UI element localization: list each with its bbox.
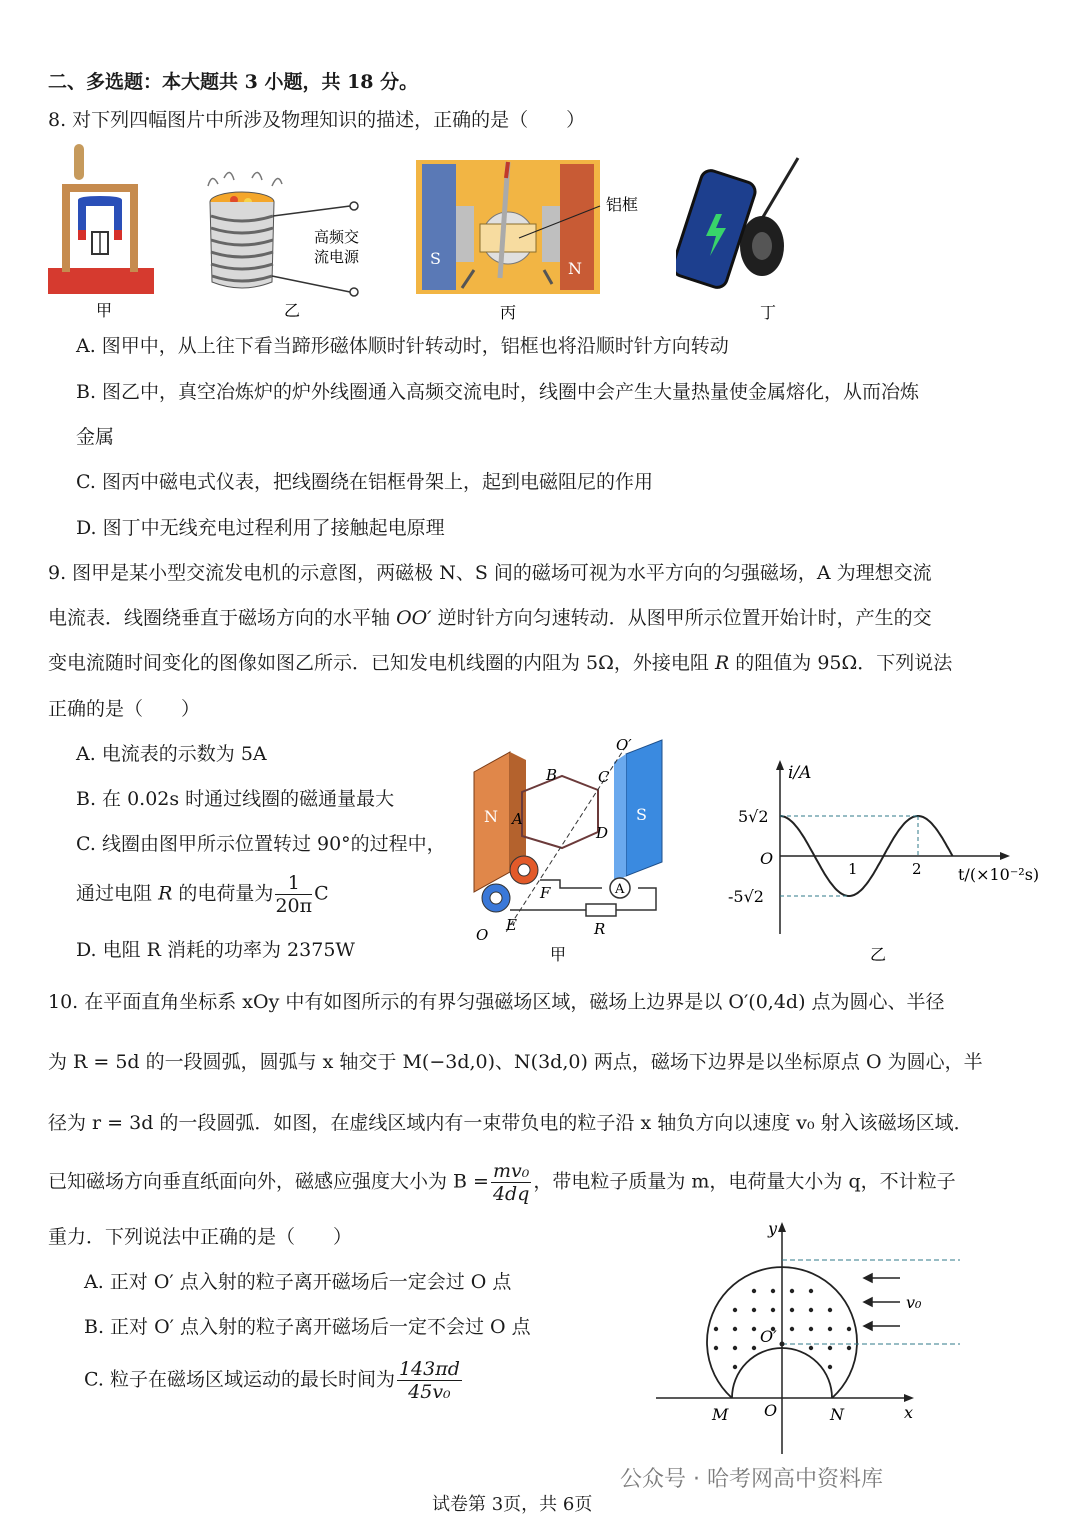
svg-text:S: S bbox=[636, 805, 647, 824]
q8-option-b: B. 图乙中，真空冶炼炉的炉外线圈通入高频交流电时，线圈中会产生大量热量使金属熔化，从而冶炼 bbox=[76, 381, 920, 403]
tick-1: 1 bbox=[848, 860, 858, 878]
label-aluminum-frame: 铝框 bbox=[606, 195, 639, 214]
field-dot bbox=[790, 1327, 794, 1331]
q8-figure-jia bbox=[44, 140, 160, 320]
q9-option-d: D. 电阻 R 消耗的功率为 2375W bbox=[76, 939, 355, 961]
svg-text:x: x bbox=[904, 1403, 914, 1422]
q10-option-c: C. 粒子在磁场区域运动的最长时间为 $\frac{143\pi d}{\text{45v₀}}$ bbox=[84, 1358, 460, 1403]
q8-option-b-cont: 金属 bbox=[76, 426, 115, 448]
label-ymin: -5√2 bbox=[728, 887, 764, 906]
q9-stem-3: 变电流随时间变化的图像如图乙所示．已知发电机线圈的内阻为 5Ω，外接电阻 R 的阻值为 95Ω．下列说法 bbox=[48, 652, 953, 674]
q9-stem-4: 正确的是（ ） bbox=[48, 698, 201, 720]
svg-text:M: M bbox=[712, 1405, 729, 1424]
q8-option-d: D. 图丁中无线充电过程利用了接触起电原理 bbox=[76, 517, 445, 539]
q10-option-a: A. 正对 O′ 点入射的粒子离开磁场后一定会过 O 点 bbox=[84, 1271, 512, 1293]
field-dot bbox=[847, 1346, 851, 1350]
field-dot bbox=[733, 1346, 737, 1350]
q9-stem-1: 9. 图甲是某小型交流发电机的示意图，两磁极 N、S 间的磁场可视为水平方向的匀强磁场，A 为理想交流 bbox=[48, 562, 932, 584]
q8-figure-yi bbox=[194, 166, 374, 322]
svg-text:D: D bbox=[596, 824, 609, 842]
q8-hf-label2: 流电源 bbox=[314, 248, 360, 266]
q8-label-bing: 丙 bbox=[500, 303, 517, 322]
q10-stem-4: 已知磁场方向垂直纸面向外，磁感应强度大小为 B = $\frac{\text{mv₀}}{4dq}$ ，带电粒子质量为 m，电荷量大小为 q，不计粒子 bbox=[48, 1160, 956, 1205]
q9-option-b: B. 在 0.02s 时通过线圈的磁通量最大 bbox=[76, 788, 395, 810]
q10-stem-5: 重力．下列说法中正确的是（ ） bbox=[48, 1226, 353, 1248]
q10-option-b: B. 正对 O′ 点入射的粒子离开磁场后一定不会过 O 点 bbox=[84, 1316, 531, 1338]
field-dot bbox=[790, 1308, 794, 1312]
q8-stem: 8. 对下列四幅图片中所涉及物理知识的描述，正确的是（ ） bbox=[48, 109, 586, 131]
field-dot bbox=[828, 1327, 832, 1331]
magnet-s bbox=[422, 164, 456, 290]
svg-text:y: y bbox=[768, 1219, 778, 1238]
field-dot bbox=[714, 1346, 718, 1350]
svg-text:O′: O′ bbox=[616, 736, 632, 754]
svg-text:E: E bbox=[506, 916, 517, 934]
field-dot bbox=[752, 1289, 756, 1293]
velocity-arrows bbox=[864, 1274, 900, 1330]
field-dot bbox=[752, 1346, 756, 1350]
field-dot bbox=[771, 1308, 775, 1312]
q10-stem-1: 10. 在平面直角坐标系 xOy 中有如图所示的有界匀强磁场区域，磁场上边界是以 O′(0,4d) 点为圆心、半径 bbox=[48, 991, 945, 1013]
q8-label-jia: 甲 bbox=[96, 301, 113, 320]
q9-option-c: C. 线圈由图甲所示位置转过 90°的过程中， bbox=[76, 833, 446, 855]
label-n: N bbox=[568, 259, 582, 278]
q9-figure-graph bbox=[724, 756, 1054, 968]
field-dot bbox=[752, 1327, 756, 1331]
q8-hf-label1: 高频交 bbox=[314, 228, 360, 246]
field-dot bbox=[733, 1365, 737, 1369]
section-title: 二、多选题：本大题共 3 小题，共 18 分。 bbox=[48, 71, 419, 93]
resistor bbox=[586, 904, 616, 916]
q8-label-yi: 乙 bbox=[284, 301, 301, 320]
handle bbox=[74, 144, 84, 180]
svg-text:O: O bbox=[476, 926, 489, 944]
q9-stem-2: 电流表．线圈绕垂直于磁场方向的水平轴 OO′ 逆时针方向匀速转动．从图甲所示位置开始计时，产生的交 bbox=[48, 607, 932, 629]
field-dot bbox=[809, 1346, 813, 1350]
label-s: S bbox=[430, 249, 441, 268]
svg-text:O: O bbox=[760, 849, 774, 868]
field-dot bbox=[809, 1308, 813, 1312]
field-dot bbox=[733, 1327, 737, 1331]
q9-label-yi: 乙 bbox=[870, 945, 887, 964]
tick-2: 2 bbox=[912, 860, 922, 878]
q8-option-a: A. 图甲中，从上往下看当蹄形磁体顺时针转动时，铝框也将沿顺时针方向转动 bbox=[76, 335, 729, 357]
field-dot bbox=[771, 1289, 775, 1293]
field-dot bbox=[790, 1289, 794, 1293]
watermark: 公众号 · 哈考网高中资料库 bbox=[620, 1467, 883, 1492]
q9-option-a: A. 电流表的示数为 5A bbox=[76, 743, 267, 765]
field-dot bbox=[752, 1308, 756, 1312]
q9-label-jia: 甲 bbox=[550, 945, 567, 964]
svg-text:A: A bbox=[512, 810, 523, 828]
svg-text:N: N bbox=[830, 1405, 844, 1424]
field-dot bbox=[809, 1289, 813, 1293]
q8-option-c: C. 图丙中磁电式仪表，把线圈绕在铝框骨架上，起到电磁阻尼的作用 bbox=[76, 471, 653, 493]
svg-text:O′: O′ bbox=[760, 1327, 777, 1346]
q9-figure-generator bbox=[466, 732, 666, 964]
field-dot bbox=[714, 1327, 718, 1331]
page-footer: 试卷第 3页，共 6页 bbox=[432, 1494, 593, 1515]
q8-label-ding: 丁 bbox=[760, 303, 777, 322]
field-dot bbox=[733, 1308, 737, 1312]
x-axis-label: t/(×10⁻²s) bbox=[958, 865, 1040, 884]
label-ymax: 5√2 bbox=[738, 807, 769, 826]
field-dot bbox=[828, 1308, 832, 1312]
field-dot bbox=[809, 1327, 813, 1331]
svg-text:R: R bbox=[594, 920, 606, 938]
field-dot bbox=[828, 1365, 832, 1369]
svg-text:B: B bbox=[546, 766, 558, 784]
q8-figure-ding bbox=[676, 152, 816, 324]
q10-stem-2: 为 R = 5d 的一段圆弧，圆弧与 x 轴交于 M(−3d,0)、N(3d,0) 两点，磁场下边界是以坐标原点 O 为圆心，半 bbox=[48, 1051, 983, 1073]
svg-text:N: N bbox=[484, 807, 498, 826]
svg-text:F: F bbox=[540, 884, 551, 902]
q10-stem-3: 径为 r = 3d 的一段圆弧．如图，在虚线区域内有一束带负电的粒子沿 x 轴负方向以速度 v₀ 射入该磁场区域． bbox=[48, 1112, 973, 1134]
svg-text:C: C bbox=[598, 768, 610, 786]
svg-text:A: A bbox=[615, 882, 625, 897]
svg-text:i/A: i/A bbox=[788, 763, 812, 783]
svg-text:v₀: v₀ bbox=[906, 1293, 922, 1312]
q10-figure bbox=[650, 1218, 970, 1458]
field-dot bbox=[828, 1346, 832, 1350]
field-dot bbox=[847, 1327, 851, 1331]
q8-figure-bing bbox=[414, 158, 654, 324]
q9-option-c-cont: 通过电阻 R 的电荷量为 $\frac{1}{20\pi}$ C bbox=[76, 872, 329, 917]
svg-text:O: O bbox=[764, 1401, 778, 1420]
